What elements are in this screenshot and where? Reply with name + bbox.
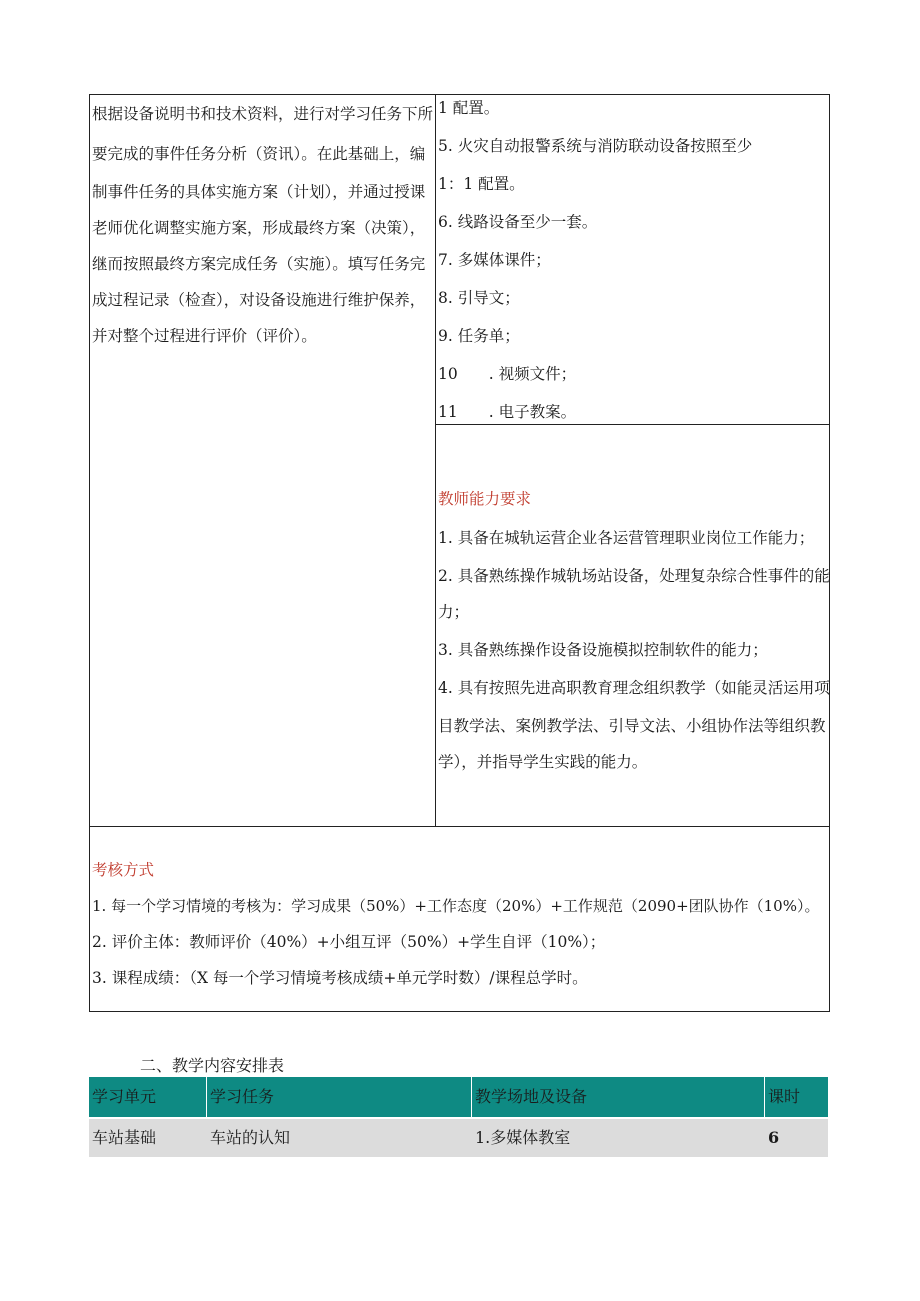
section-title: 二、教学内容安排表 bbox=[140, 1056, 285, 1075]
row-cell-unit: 车站基础 bbox=[92, 1128, 157, 1147]
task-line: 要完成的事件任务分析（资讯）。在此基础上，编 bbox=[92, 145, 426, 163]
task-line: 根据设备说明书和技术资料，进行对学习任务下所 bbox=[92, 105, 434, 123]
row-cell-hours: 6 bbox=[768, 1128, 780, 1147]
table-border-right bbox=[829, 94, 830, 1012]
header-cell-hours: 课时 bbox=[768, 1087, 801, 1106]
header-separator bbox=[764, 1077, 765, 1117]
task-line: 成过程记录（检查），对设备设施进行维护保养， bbox=[92, 291, 426, 309]
resource-item: 8. 引导文； bbox=[438, 289, 520, 307]
teacher-line: 学），并指导学生实践的能力。 bbox=[438, 753, 648, 771]
teacher-line: 2. 具备熟练操作城轨场站设备，处理复杂综合性事件的能 bbox=[438, 567, 830, 585]
resource-item: 1 配置。 bbox=[438, 99, 500, 117]
teacher-line: 4. 具有按照先进高职教育理念组织教学（如能灵活运用项 bbox=[438, 679, 830, 697]
resource-item: 7. 多媒体课件； bbox=[438, 251, 551, 269]
header-separator bbox=[206, 1077, 207, 1117]
header-separator bbox=[471, 1077, 472, 1117]
teacher-line: 1. 具备在城轨运营企业各运营管理职业岗位工作能力； bbox=[438, 529, 815, 547]
task-line: 并对整个过程进行评价（评价）。 bbox=[92, 327, 317, 345]
row-cell-venue: 1.多媒体教室 bbox=[475, 1128, 571, 1147]
teacher-heading: 教师能力要求 bbox=[438, 490, 532, 508]
task-line: 老师优化调整实施方案，形成最终方案（决策）， bbox=[92, 219, 426, 237]
assessment-heading: 考核方式 bbox=[92, 861, 155, 879]
header-cell-task: 学习任务 bbox=[210, 1087, 275, 1106]
task-line: 继而按照最终方案完成任务（实施）。填写任务完 bbox=[92, 255, 426, 273]
teacher-line: 3. 具备熟练操作设备设施模拟控制软件的能力； bbox=[438, 641, 768, 659]
resource-item: 9. 任务单； bbox=[438, 327, 520, 345]
header-cell-venue: 教学场地及设备 bbox=[475, 1087, 588, 1106]
resource-item: 1：1 配置。 bbox=[438, 175, 525, 193]
resource-item: 11 . 电子教案。 bbox=[438, 403, 577, 421]
assessment-line: 2. 评价主体：教师评价（40%）+小组互评（50%）+学生自评（10%）； bbox=[92, 933, 606, 951]
header-cell-unit: 学习单元 bbox=[92, 1087, 157, 1106]
table-border-top bbox=[89, 94, 830, 95]
resource-item: 10 . 视频文件； bbox=[438, 365, 577, 383]
assessment-line: 1. 每一个学习情境的考核为：学习成果（50%）+工作态度（20%）+工作规范（2090+团队协作（10%）。 bbox=[92, 897, 820, 915]
teacher-line: 力； bbox=[438, 603, 470, 621]
resource-item: 6. 线路设备至少一套。 bbox=[438, 213, 598, 231]
schedule-header-row bbox=[89, 1077, 828, 1117]
table-divider-middle bbox=[435, 94, 436, 826]
teacher-line: 目教学法、案例教学法、引导文法、小组协作法等组织教 bbox=[438, 717, 826, 735]
row-cell-task: 车站的认知 bbox=[210, 1128, 291, 1147]
assessment-line: 3. 课程成绩：（X 每一个学习情境考核成绩+单元学时数）/课程总学时。 bbox=[92, 969, 588, 987]
table-border-left bbox=[89, 94, 90, 1012]
table-divider-assessment bbox=[89, 826, 830, 827]
resource-item: 5. 火灾自动报警系统与消防联动设备按照至少 bbox=[438, 137, 753, 155]
table-border-bottom bbox=[89, 1011, 830, 1012]
table-divider-resources bbox=[435, 424, 830, 425]
table-row bbox=[89, 1119, 828, 1157]
task-line: 制事件任务的具体实施方案（计划），并通过授课 bbox=[92, 183, 426, 201]
